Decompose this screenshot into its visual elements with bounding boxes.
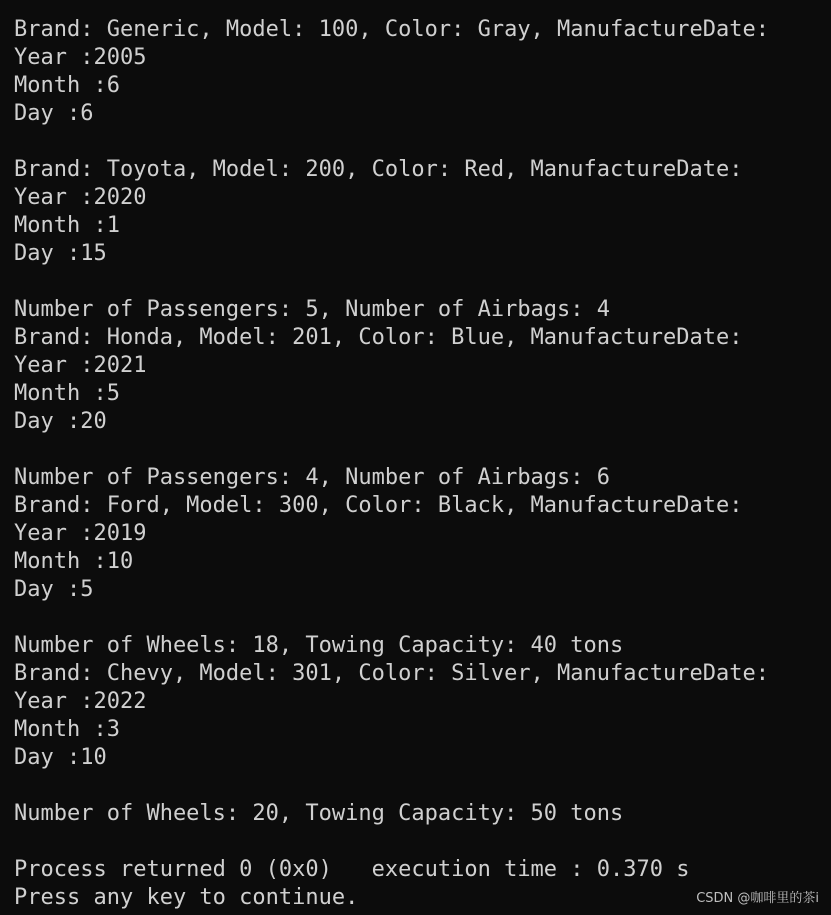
console-blank-line — [14, 772, 831, 800]
console-line: Month :6 — [14, 73, 120, 98]
console-line: Day :10 — [14, 745, 107, 770]
console-line: Month :5 — [14, 381, 120, 406]
console-blank-line — [14, 436, 831, 464]
console-blank-line — [14, 604, 831, 632]
console-line: Brand: Toyota, Model: 200, Color: Red, ManufactureDate: — [14, 157, 743, 182]
console-line: Brand: Honda, Model: 201, Color: Blue, ManufactureDate: — [14, 325, 743, 350]
console-line: Number of Passengers: 4, Number of Airbags: 6 — [14, 465, 611, 490]
console-line: Brand: Chevy, Model: 301, Color: Silver, ManufactureDate: — [14, 661, 769, 686]
console-line: Day :6 — [14, 101, 94, 126]
watermark-label: CSDN @咖啡里的茶i — [696, 891, 819, 906]
console-blank-line — [14, 268, 831, 296]
console-line: Month :3 — [14, 717, 120, 742]
console-line: Number of Passengers: 5, Number of Airbags: 4 — [14, 297, 611, 322]
console-line: Brand: Ford, Model: 300, Color: Black, ManufactureDate: — [14, 493, 743, 518]
console-line: Year :2020 — [14, 185, 147, 210]
console-line: Brand: Generic, Model: 100, Color: Gray, ManufactureDate: — [14, 17, 769, 42]
console-line: Year :2019 — [14, 521, 147, 546]
console-line: Year :2022 — [14, 689, 147, 714]
console-line: Number of Wheels: 20, Towing Capacity: 50 tons — [14, 801, 624, 826]
console-line: Day :5 — [14, 577, 94, 602]
console-line: Year :2005 — [14, 45, 147, 70]
console-line: Day :20 — [14, 409, 107, 434]
console-line: Month :10 — [14, 549, 134, 574]
console-line: Day :15 — [14, 241, 107, 266]
console-blank-line — [14, 128, 831, 156]
console-line: Number of Wheels: 18, Towing Capacity: 40 tons — [14, 633, 624, 658]
console-line: Process returned 0 (0x0) execution time : 0.370 s — [14, 857, 690, 882]
console-line: Month :1 — [14, 213, 120, 238]
console-blank-line — [14, 828, 831, 856]
console-line: Press any key to continue. — [14, 885, 359, 910]
console-line: Year :2021 — [14, 353, 147, 378]
